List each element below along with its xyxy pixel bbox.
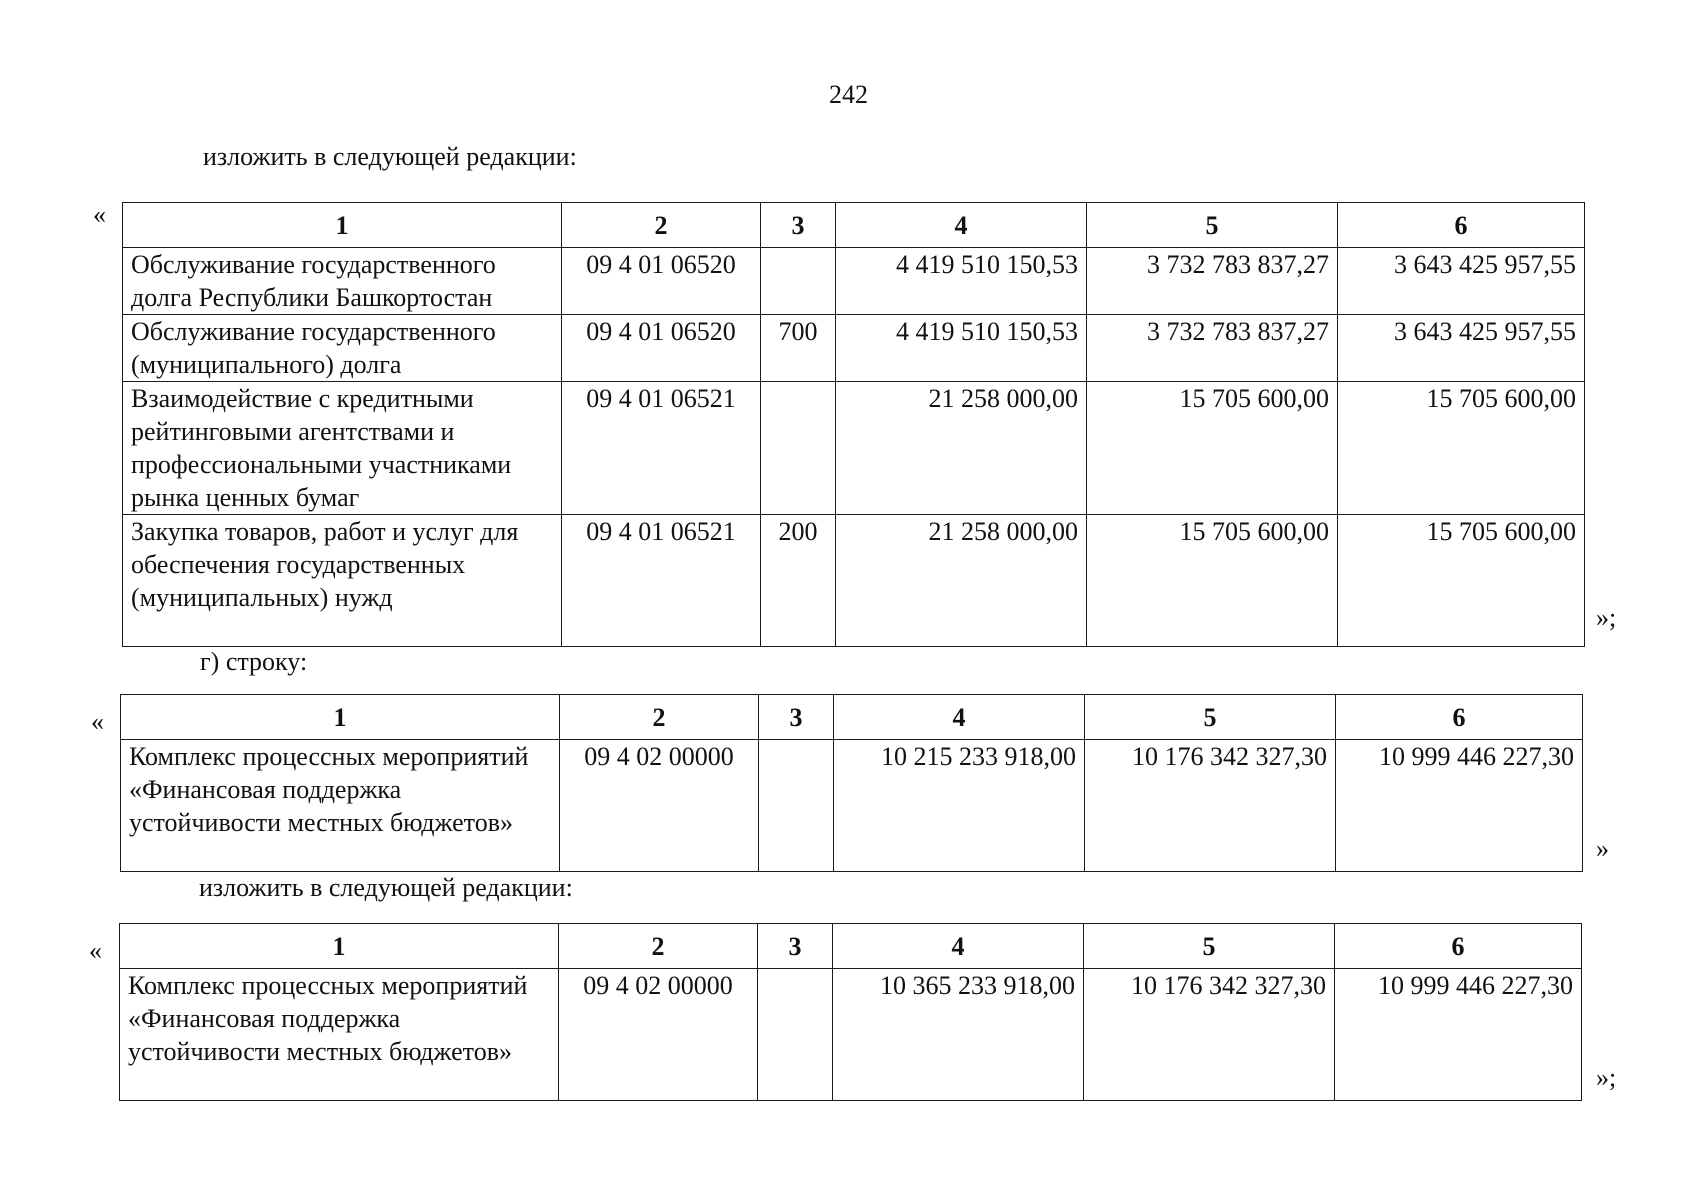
row-value6-cell: 10 999 446 227,30: [1335, 969, 1582, 1101]
row-kind-cell: 200: [761, 515, 836, 647]
table3-header-3: 3: [758, 924, 833, 969]
table1-header-4: 4: [836, 203, 1087, 248]
table2-header-1: 1: [121, 695, 560, 740]
table1-quote-close: »;: [1596, 603, 1617, 632]
intro-paragraph-1: изложить в следующей редакции:: [203, 142, 577, 171]
table-row: [123, 315, 1585, 382]
table2-header-3: 3: [759, 695, 834, 740]
table-row: [123, 515, 1585, 647]
row-name-cell: Комплекс процессных мероприятий «Финансовая поддержка устойчивости местных бюджетов»: [120, 969, 559, 1101]
row-value4-cell: 4 419 510 150,53: [836, 315, 1087, 382]
row-kind-cell: 700: [761, 315, 836, 382]
row-name-cell: Комплекс процессных мероприятий «Финансовая поддержка устойчивости местных бюджетов»: [121, 740, 560, 872]
table2-header-6: 6: [1336, 695, 1583, 740]
table3-quote-open: «: [89, 936, 102, 965]
row-code-cell: 09 4 01 06520: [562, 248, 761, 315]
table3-quote-close: »;: [1596, 1063, 1617, 1092]
table2-quote-open: «: [91, 707, 104, 736]
table2-quote-close: »: [1596, 834, 1609, 863]
table1-header-5: 5: [1087, 203, 1338, 248]
row-name-cell: Обслуживание государственного (муниципального) долга: [123, 315, 562, 382]
row-value5-cell: 15 705 600,00: [1087, 515, 1338, 647]
page-number: 242: [829, 80, 868, 109]
row-kind-cell: [758, 969, 833, 1101]
intro-paragraph-3: изложить в следующей редакции:: [199, 873, 573, 902]
table2-header-5: 5: [1085, 695, 1336, 740]
row-value5-cell: 15 705 600,00: [1087, 382, 1338, 515]
table1-header-3: 3: [761, 203, 836, 248]
row-value6-cell: 15 705 600,00: [1338, 515, 1585, 647]
table3-header-6: 6: [1335, 924, 1582, 969]
row-value5-cell: 10 176 342 327,30: [1084, 969, 1335, 1101]
intro-paragraph-2: г) строку:: [200, 647, 308, 676]
table3-header-4: 4: [833, 924, 1084, 969]
table1-header-row: [123, 203, 1585, 248]
row-name-cell: Взаимодействие с кредитными рейтинговыми агентствами и профессиональными участниками рынка ценных бумаг: [123, 382, 562, 515]
row-kind-cell: [759, 740, 834, 872]
row-value6-cell: 10 999 446 227,30: [1336, 740, 1583, 872]
row-value4-cell: 4 419 510 150,53: [836, 248, 1087, 315]
table-row: [120, 969, 1582, 1101]
row-value6-cell: 3 643 425 957,55: [1338, 315, 1585, 382]
row-value4-cell: 21 258 000,00: [836, 515, 1087, 647]
table1-quote-open: «: [93, 200, 106, 229]
table3-header-1: 1: [120, 924, 559, 969]
row-value5-cell: 10 176 342 327,30: [1085, 740, 1336, 872]
table3: [119, 923, 1582, 1101]
table1-header-1: 1: [123, 203, 562, 248]
table-row: [123, 382, 1585, 515]
table3-header-row: [120, 924, 1582, 969]
row-value5-cell: 3 732 783 837,27: [1087, 315, 1338, 382]
table2-header-2: 2: [560, 695, 759, 740]
row-value6-cell: 3 643 425 957,55: [1338, 248, 1585, 315]
row-code-cell: 09 4 02 00000: [560, 740, 759, 872]
row-value6-cell: 15 705 600,00: [1338, 382, 1585, 515]
table1: [122, 202, 1585, 647]
row-name-cell: Закупка товаров, работ и услуг для обеспечения государственных (муниципальных) нужд: [123, 515, 562, 647]
table1-header-6: 6: [1338, 203, 1585, 248]
table-row: [121, 740, 1583, 872]
table3-header-5: 5: [1084, 924, 1335, 969]
table2: [120, 694, 1583, 872]
table3-header-2: 2: [559, 924, 758, 969]
row-value4-cell: 10 365 233 918,00: [833, 969, 1084, 1101]
table2-header-4: 4: [834, 695, 1085, 740]
row-name-cell: Обслуживание государственного долга Республики Башкортостан: [123, 248, 562, 315]
table-row: [123, 248, 1585, 315]
row-code-cell: 09 4 01 06521: [562, 382, 761, 515]
table1-header-2: 2: [562, 203, 761, 248]
row-code-cell: 09 4 02 00000: [559, 969, 758, 1101]
row-value4-cell: 21 258 000,00: [836, 382, 1087, 515]
row-code-cell: 09 4 01 06520: [562, 315, 761, 382]
row-kind-cell: [761, 382, 836, 515]
row-code-cell: 09 4 01 06521: [562, 515, 761, 647]
table2-header-row: [121, 695, 1583, 740]
row-value5-cell: 3 732 783 837,27: [1087, 248, 1338, 315]
row-kind-cell: [761, 248, 836, 315]
row-value4-cell: 10 215 233 918,00: [834, 740, 1085, 872]
